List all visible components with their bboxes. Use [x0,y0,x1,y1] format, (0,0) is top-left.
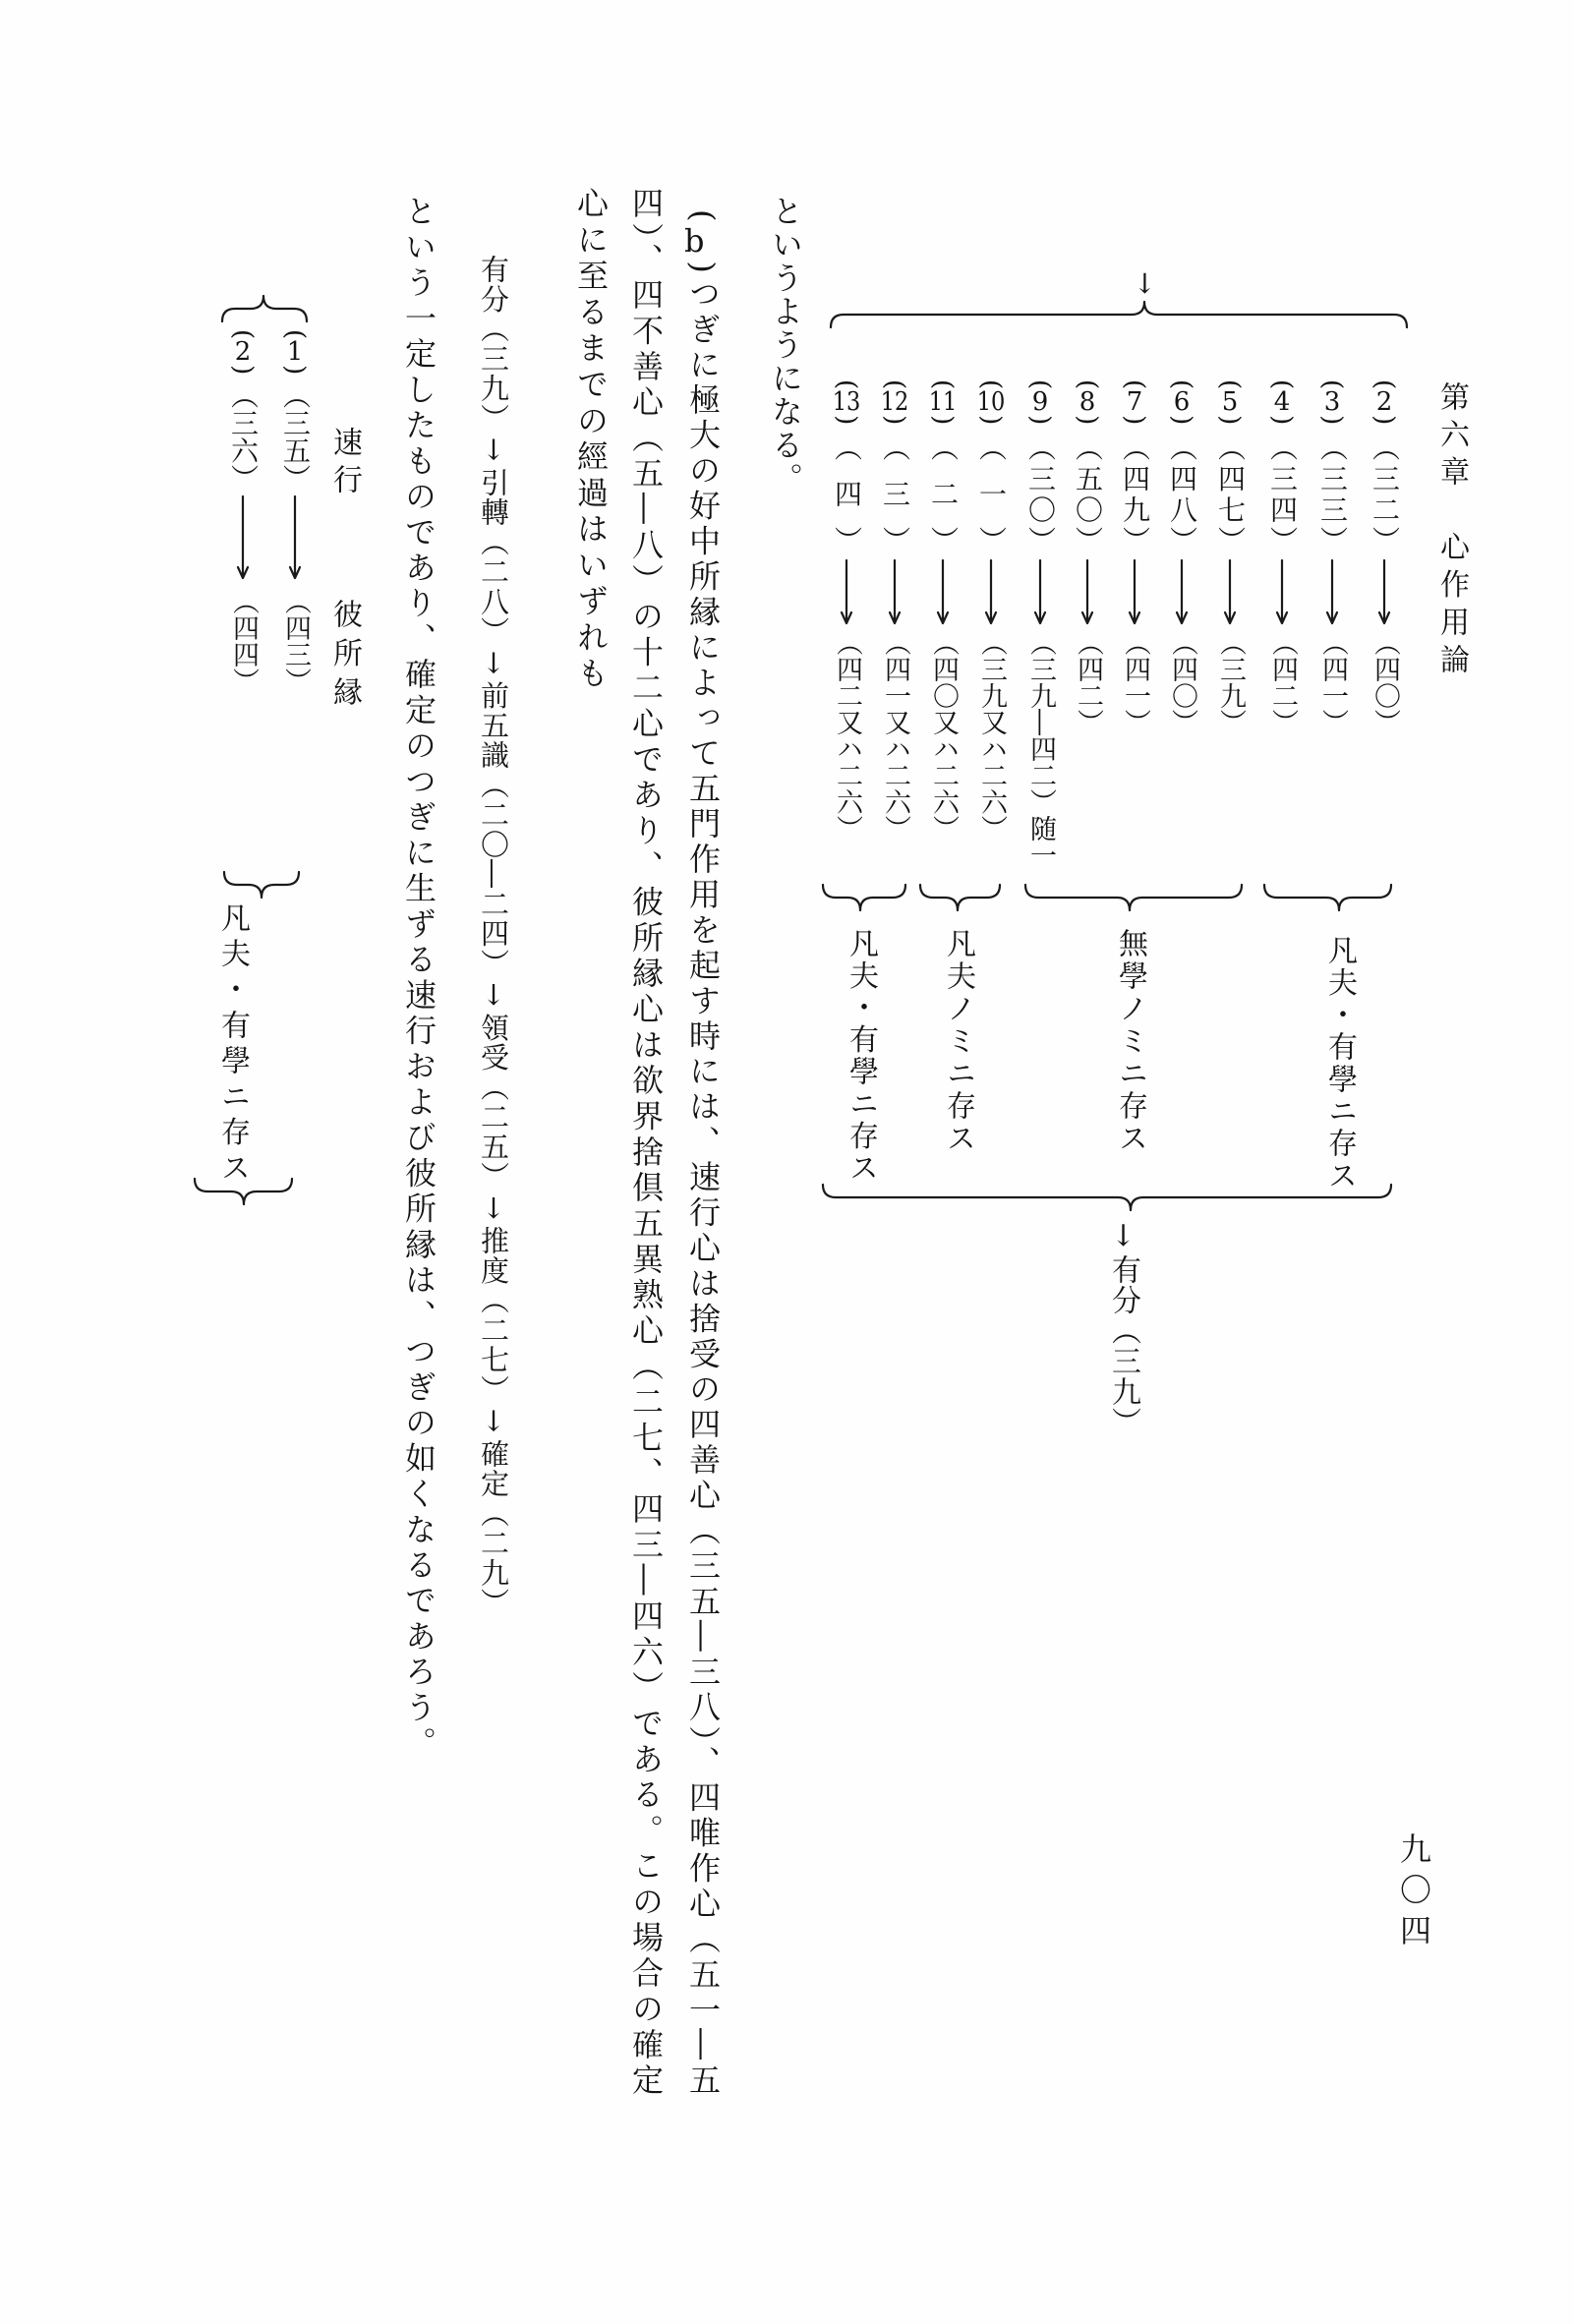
row-number: (2) [228,328,258,376]
diagram-result: ↓有分（三九） [1106,1219,1140,1436]
column-heading-target: 彼所縁 [327,599,362,706]
row-source: （四七） [1214,434,1247,553]
group-label: 凡夫・有學ニ存ス [844,928,878,1182]
long-arrow-icon [1130,560,1139,623]
brace-sub-group [224,872,299,898]
long-arrow-icon [1327,560,1337,623]
row-number: (7) [1120,378,1149,426]
row-number: (5) [1215,378,1245,426]
brace-top [831,302,1407,327]
row-source: （四） [831,434,863,553]
long-arrow-icon [1035,560,1045,623]
long-arrow-icon [1379,560,1389,623]
row-number: (10) [976,378,1006,426]
long-arrow-icon [238,496,248,578]
row-source: （四八） [1166,434,1198,553]
row-number: (13) [832,378,861,426]
brace-group-3 [920,885,1000,910]
group-label: 無學ノミニ存ス [1113,928,1147,1152]
brace-group-1 [1264,885,1391,910]
text-line-6: という一定したものであり、確定のつぎに生ずる速行および彼所縁は、つぎの如くなるであろう。 [400,195,437,1758]
row-number: (8) [1073,378,1102,426]
row-source: （三） [879,434,911,553]
row-target: （四四） [228,588,259,694]
row-source: （二） [927,434,960,553]
long-arrow-icon [842,560,851,623]
top-arrow: ↓ [1129,266,1161,300]
text-line-2: (b)つぎに極大の好中所縁によって五門作用を起す時には、速行心は捨受の四善心（三五―三八）、四唯作心（五一―五 [684,209,722,2095]
long-arrow-icon [986,560,996,623]
text-line-1: というようになる。 [767,195,804,494]
text-line-4: 心に至るまでの經過はいずれも [572,187,610,688]
row-source: （四九） [1119,434,1151,553]
long-arrow-icon [1177,560,1187,623]
row-target: （四一） [1120,629,1150,735]
row-number: (2) [1370,378,1399,426]
brace-group-2 [1025,885,1242,910]
row-number: (4) [1267,378,1297,426]
row-number: (1) [280,328,310,376]
row-target: （三九） [1215,629,1246,735]
row-number: (3) [1317,378,1347,426]
long-arrow-icon [890,560,900,623]
row-target: （四二又ハ二六） [832,629,862,842]
brace-group-4 [823,885,905,910]
long-arrow-icon [1082,560,1092,623]
row-source: （三〇） [1024,434,1057,553]
row-target: （三九―四二）随一 [1025,629,1056,868]
brace-sub-top [222,296,307,321]
group-label: 凡夫・有學ニ存ス [215,902,250,1182]
long-arrow-icon [1225,560,1235,623]
row-source: （五〇） [1072,434,1104,553]
row-target: （四一又ハ二六） [880,629,910,842]
row-source: （三三） [1316,434,1349,553]
row-source: （三五） [279,381,312,492]
row-target: （四〇又ハ二六） [928,629,959,842]
row-target: （四二） [1267,629,1298,735]
row-target: （四〇） [1370,629,1400,735]
long-arrow-icon [938,560,948,623]
page-number: 九〇四 [1395,1832,1432,1946]
row-number: (9) [1025,378,1055,426]
long-arrow-icon [1277,560,1287,623]
column-heading-source: 速行 [327,427,362,494]
row-target: （四一） [1317,629,1348,735]
row-source: （三四） [1266,434,1299,553]
group-label: 凡夫・有學ニ存ス [1322,935,1357,1190]
group-label: 凡夫ノミニ存ス [941,928,975,1152]
row-source: （三六） [227,381,260,492]
row-number: (6) [1167,378,1196,426]
brace-all [823,1185,1391,1210]
text-line-3: 四）、四不善心（五―八）の十二心であり、彼所縁心は欲界捨倶五異熟心（二七、四三―四六）である。この場合の確定 [627,187,665,2095]
row-source: （三二） [1369,434,1401,553]
long-arrow-icon [290,496,300,578]
row-number: (12) [880,378,909,426]
row-target: （四〇） [1167,629,1197,735]
row-target: （四三） [280,588,311,694]
brace-sub-bottom [195,1179,292,1204]
text-line-5: 有分（三九）↓引轉（二八）↓前五識（二〇―二四）↓領受（二五）↓推度（二七）↓確定（二九） [477,255,510,1616]
row-target: （四二） [1073,629,1103,735]
row-number: (11) [928,378,958,426]
row-source: （一） [975,434,1008,553]
row-target: （三九又ハ二六） [976,629,1007,842]
chapter-title: 第六章 心作用論 [1434,381,1469,673]
